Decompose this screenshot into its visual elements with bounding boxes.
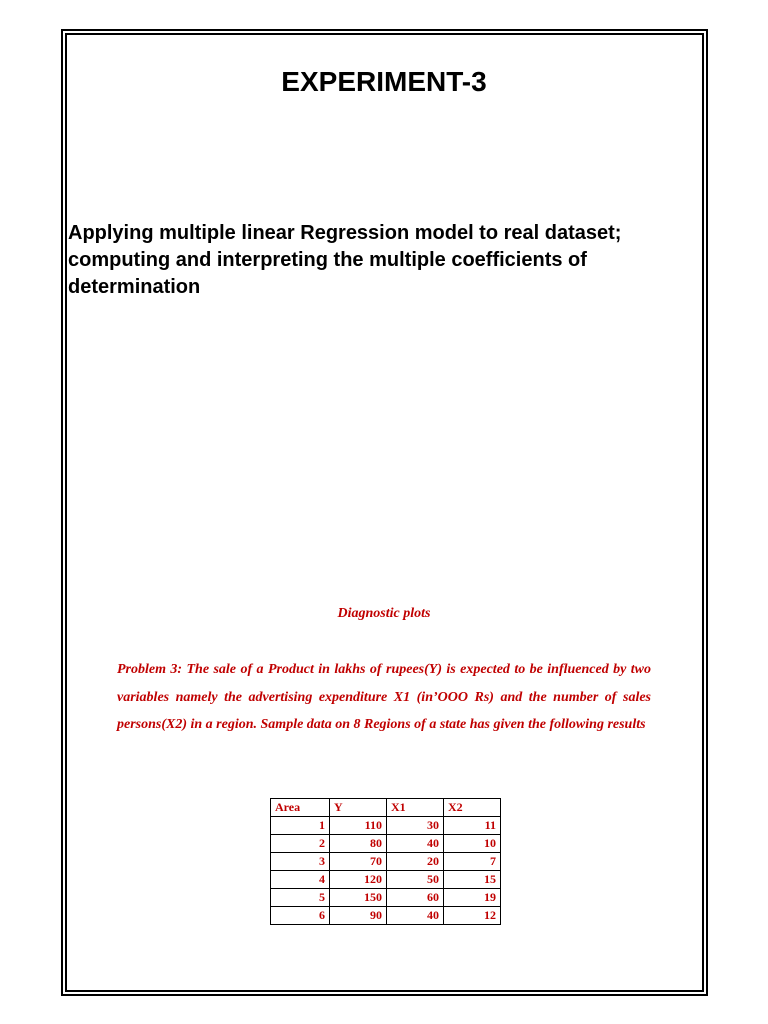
cell-x2: 7 [444, 853, 501, 871]
diagnostic-plots-caption: Diagnostic plots [337, 606, 431, 621]
cell-x2: 10 [444, 835, 501, 853]
cell-area: 5 [271, 889, 330, 907]
header-area: Area [271, 799, 330, 817]
cell-y: 110 [330, 817, 387, 835]
table-row [271, 817, 501, 835]
cell-y: 70 [330, 853, 387, 871]
cell-x1: 40 [387, 907, 444, 925]
problem-statement: Problem 3: The sale of a Product in lakhs of rupees(Y) is expected to be influenced by two variables namely the advertising expenditure X1 (in’OOO Rs) and the number of sales persons(X2) in a region. Sample data on 8 Regions of a state has given the following results [117, 662, 651, 732]
sample-data-table [270, 798, 501, 925]
cell-x1: 30 [387, 817, 444, 835]
table-row [271, 889, 501, 907]
cell-area: 1 [271, 817, 330, 835]
cell-x2: 15 [444, 871, 501, 889]
cell-x1: 40 [387, 835, 444, 853]
cell-x1: 50 [387, 871, 444, 889]
cell-area: 4 [271, 871, 330, 889]
cell-y: 80 [330, 835, 387, 853]
header-x2: X2 [444, 799, 501, 817]
table-row [271, 835, 501, 853]
cell-x1: 60 [387, 889, 444, 907]
table-row [271, 853, 501, 871]
header-x1: X1 [387, 799, 444, 817]
header-y: Y [330, 799, 387, 817]
cell-area: 6 [271, 907, 330, 925]
cell-y: 120 [330, 871, 387, 889]
cell-y: 90 [330, 907, 387, 925]
cell-x2: 12 [444, 907, 501, 925]
cell-x2: 11 [444, 817, 501, 835]
cell-y: 150 [330, 889, 387, 907]
table-row [271, 907, 501, 925]
cell-area: 2 [271, 835, 330, 853]
experiment-subtitle: Applying multiple linear Regression model to real dataset; computing and interpreting the multiple coefficients of determination [68, 222, 622, 298]
experiment-title: EXPERIMENT-3 [281, 66, 487, 97]
table-header-row [271, 799, 501, 817]
cell-area: 3 [271, 853, 330, 871]
cell-x2: 19 [444, 889, 501, 907]
table-row [271, 871, 501, 889]
cell-x1: 20 [387, 853, 444, 871]
